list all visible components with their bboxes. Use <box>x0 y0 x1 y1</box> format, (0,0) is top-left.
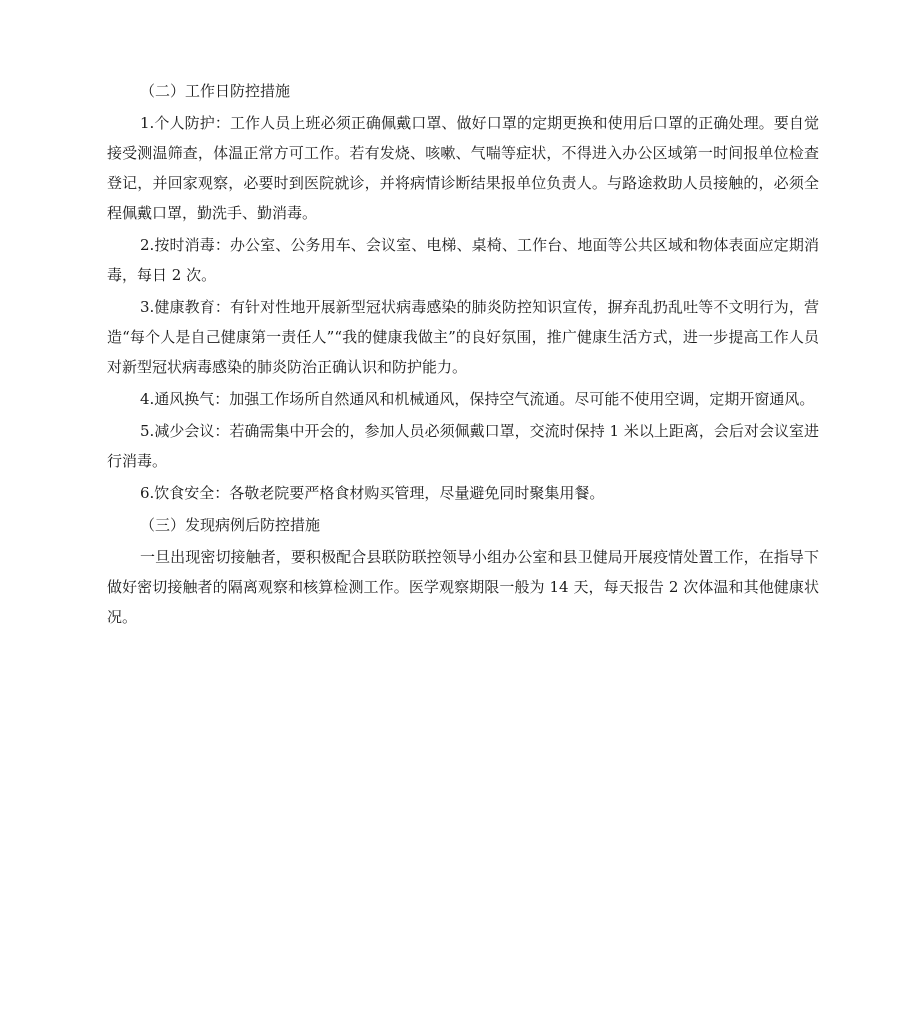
paragraph-disinfection: 2.按时消毒：办公室、公务用车、会议室、电梯、桌椅、工作台、地面等公共区域和物体表面应定期消毒，每日 2 次。 <box>107 236 819 284</box>
paragraph-personal-protection: 1.个人防护：工作人员上班必须正确佩戴口罩、做好口罩的定期更换和使用后口罩的正确处理。要自觉接受测温筛查，体温正常方可工作。若有发烧、咳嗽、气喘等症状，不得进入办公区域第一时间报单位检查登记，并回家观察，必要时到医院就诊，并将病情诊断结果报单位负责人。与路途救助人员接触的，必须全程佩戴口罩，勤洗手、勤消毒。 <box>107 114 819 222</box>
paragraph-close-contacts: 一旦出现密切接触者，要积极配合县联防联控领导小组办公室和县卫健局开展疫情处置工作，在指导下做好密切接触者的隔离观察和核算检测工作。医学观察期限一般为 14 天，每天报告 2 次体温和其他健康状况。 <box>107 548 819 626</box>
paragraph-ventilation: 4.通风换气：加强工作场所自然通风和机械通风，保持空气流通。尽可能不使用空调，定期开窗通风。 <box>140 390 815 408</box>
paragraph-health-education: 3.健康教育：有针对性地开展新型冠状病毒感染的肺炎防控知识宣传，摒弃乱扔乱吐等不文明行为，营造“每个人是自己健康第一责任人”“我的健康我做主”的良好氛围，推广健康生活方式，进一步提高工作人员对新型冠状病毒感染的肺炎防治正确认识和防护能力。 <box>107 298 819 376</box>
paragraph-food-safety: 6.饮食安全：各敬老院要严格食材购买管理，尽量避免同时聚集用餐。 <box>140 484 605 502</box>
section-heading-case-measures: （三）发现病例后防控措施 <box>140 516 321 534</box>
document-body <box>107 76 819 634</box>
paragraph-reduce-meetings: 5.减少会议：若确需集中开会的，参加人员必须佩戴口罩，交流时保持 1 米以上距离，会后对会议室进行消毒。 <box>107 422 819 470</box>
section-heading-workday-measures: （二）工作日防控措施 <box>140 82 291 100</box>
